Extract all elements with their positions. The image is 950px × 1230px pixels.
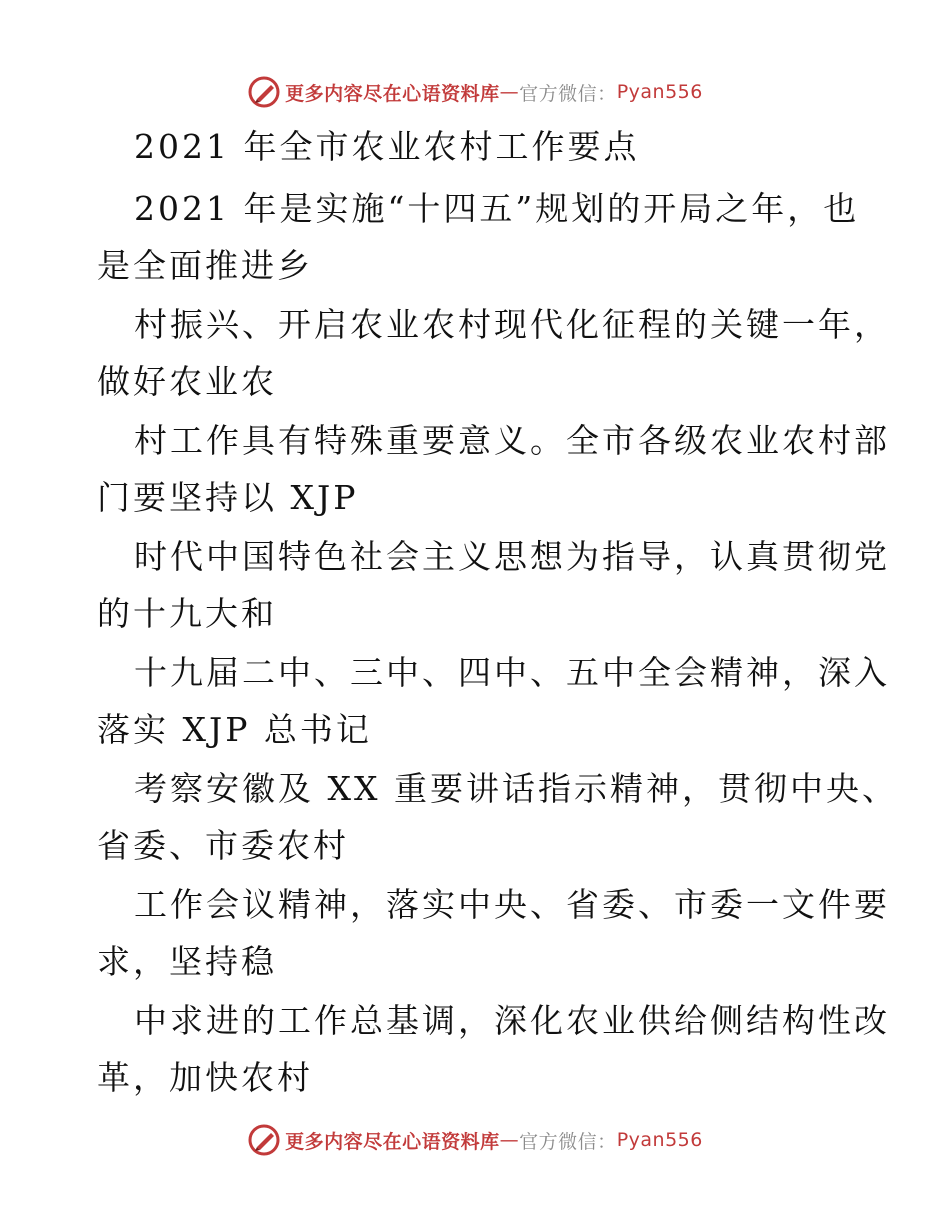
paragraph-line: 门要坚持以 XJP xyxy=(97,478,359,517)
watermark-official-label: 官方微信： xyxy=(519,82,617,105)
paragraph-line: 中求进的工作总基调，深化农业供给侧结构性改 xyxy=(134,1001,890,1040)
paragraph-line: 时代中国特色社会主义思想为指导，认真贯彻党 xyxy=(134,537,890,576)
paragraph-line: 村振兴、开启农业农村现代化征程的关键一年， xyxy=(134,305,890,344)
watermark-account-id: Pyan556 xyxy=(616,1129,703,1151)
paragraph-line: 省委、市委农村 xyxy=(97,826,349,865)
watermark-account-id: Pyan556 xyxy=(616,81,703,103)
document-title: 2021 年全市农业农村工作要点 xyxy=(134,127,640,166)
paragraph-line: 革，加快农村 xyxy=(97,1058,313,1097)
paragraph-line: 的十九大和 xyxy=(97,594,277,633)
red-pen-logo-icon xyxy=(247,1123,281,1157)
paragraph-line: 落实 XJP 总书记 xyxy=(97,710,372,749)
paragraph-line: 考察安徽及 XX 重要讲话指示精神，贯彻中央、 xyxy=(134,769,898,808)
watermark-dash: — xyxy=(499,1129,520,1151)
paragraph-line: 十九届二中、三中、四中、五中全会精神，深入 xyxy=(134,653,890,692)
watermark-dash: — xyxy=(499,81,520,103)
paragraph-line: 工作会议精神，落实中央、省委、市委一文件要 xyxy=(134,885,890,924)
footer-watermark xyxy=(0,1120,950,1160)
paragraph-line: 村工作具有特殊重要意义。全市各级农业农村部 xyxy=(134,421,890,460)
watermark-main-text: 更多内容尽在心语资料库 xyxy=(285,1130,500,1153)
paragraph-line: 做好农业农 xyxy=(97,362,277,401)
watermark-official-label: 官方微信： xyxy=(519,1130,617,1153)
watermark-main-text: 更多内容尽在心语资料库 xyxy=(285,82,500,105)
paragraph-line: 求，坚持稳 xyxy=(97,942,277,981)
paragraph-line: 2021 年是实施“十四五”规划的开局之年，也 xyxy=(134,189,860,228)
paragraph-line: 是全面推进乡 xyxy=(97,246,313,285)
